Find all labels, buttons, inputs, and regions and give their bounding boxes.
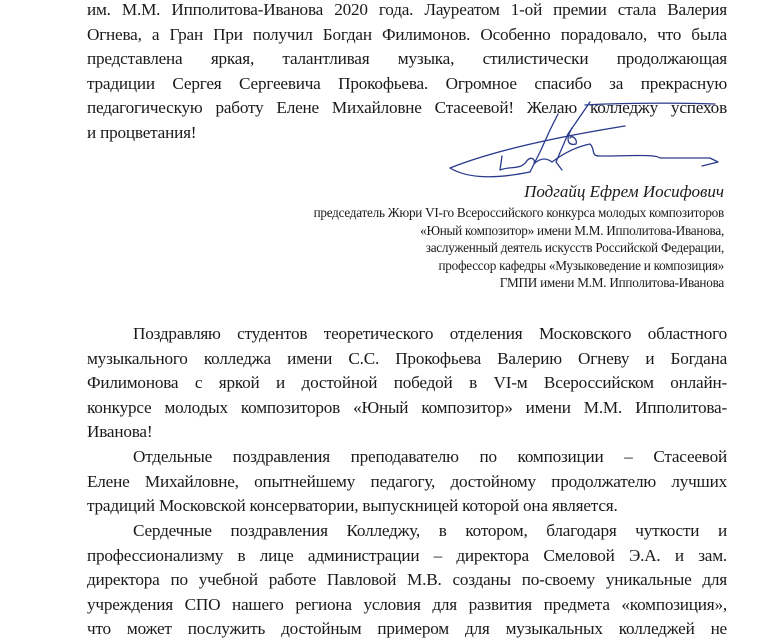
text-line: Филимонова с яркой и достойной победой в VI-м Всероссийском онлайн- (87, 373, 727, 393)
text-line: директора по учебной работе Павловой М.В. созданы по-своему уникальные для (87, 570, 727, 590)
text-line: им. М.М. Ипполитова-Иванова 2020 года. Лауреатом 1-ой премии стала Валерия (87, 0, 727, 19)
text-line: учреждения СПО нашего региона условия для развития предмета «композиция», (87, 594, 727, 614)
letter2-paragraph-3 (87, 519, 727, 642)
text-line: традиции Сергея Сергеевича Прокофьева. Огромное спасибо за прекрасную (87, 73, 727, 93)
signatory-title-line: председатель Жюри VI-го Всероссийского конкурса молодых композиторов (313, 205, 724, 220)
text-line: конкурсе молодых композиторов «Юный композитор» имени М.М. Ипполитова- (87, 397, 727, 417)
text-line: музыкального колледжа имени С.С. Прокофьева Валерию Огневу и Богдана (87, 348, 727, 368)
handwritten-signature (440, 100, 740, 190)
text-line: Сердечные поздравления Колледжу, в котором, благодаря чуткости и (133, 521, 727, 540)
text-line: Поздравляю студентов теоретического отделения Московского областного (133, 324, 727, 343)
letter2-paragraph-1 (87, 322, 727, 445)
text-line: педагогическую работу Елене Михайловне Стасеевой! Желаю колледжу успехов (87, 98, 727, 118)
signatory-title-line: профессор кафедры «Музыковедение и композиция» (438, 257, 724, 273)
text-line: Отдельные поздравления преподавателю по композиции – Стасеевой (133, 447, 727, 466)
text-line: традиций Московской консерватории, выпускницей которой она является. (87, 496, 618, 516)
signatory-titles (314, 204, 724, 292)
signatory-title-line: «Юный композитор» имени М.М. Ипполитова-Иванова, (420, 222, 724, 238)
text-line: Иванова! (87, 422, 153, 442)
signatory-title-line: ГМПИ имени М.М. Ипполитова-Иванова (499, 275, 724, 291)
text-line: что может послужить достойным примером для музыкальных колледжей не (87, 619, 727, 639)
text-line: Елене Михайловне, опытнейшему педагогу, достойному продолжателю лучших (87, 471, 727, 491)
signatory-title-line: заслуженный деятель искусств Российской Федерации, (425, 240, 724, 256)
letter2-paragraph-2 (87, 445, 727, 519)
text-line: Огнева, а Гран При получил Богдан Филимонов. Особенно порадовало, что была (87, 24, 727, 44)
text-line: профессионализму в лице администрации – директора Смеловой Э.А. и зам. (87, 545, 727, 565)
text-line: представлена яркая, талантливая музыка, стилистически продолжающая (87, 49, 727, 69)
signatory-name: Подгайц Ефрем Иосифович (524, 182, 724, 201)
text-line: и процветания! (87, 122, 197, 142)
